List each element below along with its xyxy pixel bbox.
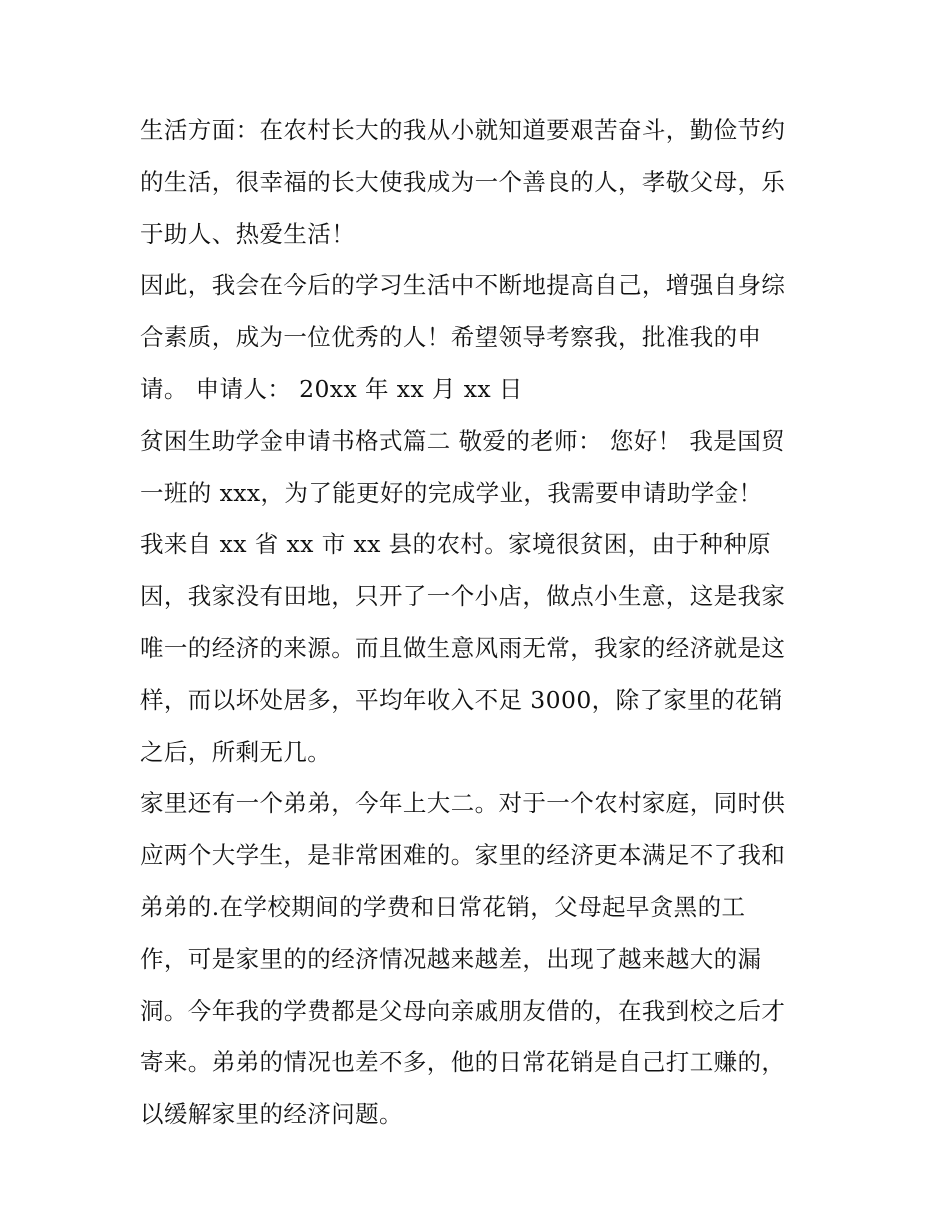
- text-line: 家里还有一个弟弟，今年上大二。对于一个农村家庭，同时供: [140, 789, 786, 818]
- text-line: 生活方面：在农村长大的我从小就知道要艰苦奋斗，勤俭节约: [140, 116, 786, 144]
- text-line: 我来自 xx 省 xx 市 xx 县的农村。家境很贫困，由于种种原: [140, 530, 772, 559]
- text-line: 唯一的经济的来源。而且做生意风雨无常，我家的经济就是这: [140, 633, 786, 662]
- text-line: 洞。今年我的学费都是父母向亲戚朋友借的，在我到校之后才: [140, 996, 786, 1025]
- text-line: 以缓解家里的经济问题。: [140, 1100, 403, 1129]
- text-line: 寄来。弟弟的情况也差不多，他的日常花销是自己打工赚的，: [140, 1048, 786, 1077]
- text-line: 弟弟的.在学校期间的学费和日常花销，父母起早贪黑的工: [140, 892, 746, 921]
- text-line: 一班的 xxx，为了能更好的完成学业，我需要申请助学金！: [140, 478, 763, 507]
- text-line: 请。 申请人： 20xx 年 xx 月 xx 日: [140, 374, 523, 403]
- text-line: 作，可是家里的的经济情况越来越差，出现了越来越大的漏: [140, 944, 762, 973]
- text-line: 的生活，很幸福的长大使我成为一个善良的人，孝敬父母，乐: [140, 167, 786, 196]
- text-line: 因此，我会在今后的学习生活中不断地提高自己，增强自身综: [140, 271, 786, 300]
- text-line: 样，而以坏处居多，平均年收入不足 3000，除了家里的花销: [140, 685, 783, 714]
- text-line: 于助人、热爱生活！: [140, 219, 356, 248]
- text-line: 应两个大学生，是非常困难的。家里的经济更本满足不了我和: [140, 841, 786, 870]
- document-body: [140, 108, 830, 1144]
- text-line: 合素质，成为一位优秀的人！希望领导考察我，批准我的申: [140, 323, 762, 352]
- text-line: 之后，所剩无几。: [140, 737, 332, 766]
- text-line: 因，我家没有田地，只开了一个小店，做点小生意，这是我家: [140, 582, 786, 611]
- text-line: 贫困生助学金申请书格式篇二 敬爱的老师： 您好！ 我是国贸: [140, 426, 786, 455]
